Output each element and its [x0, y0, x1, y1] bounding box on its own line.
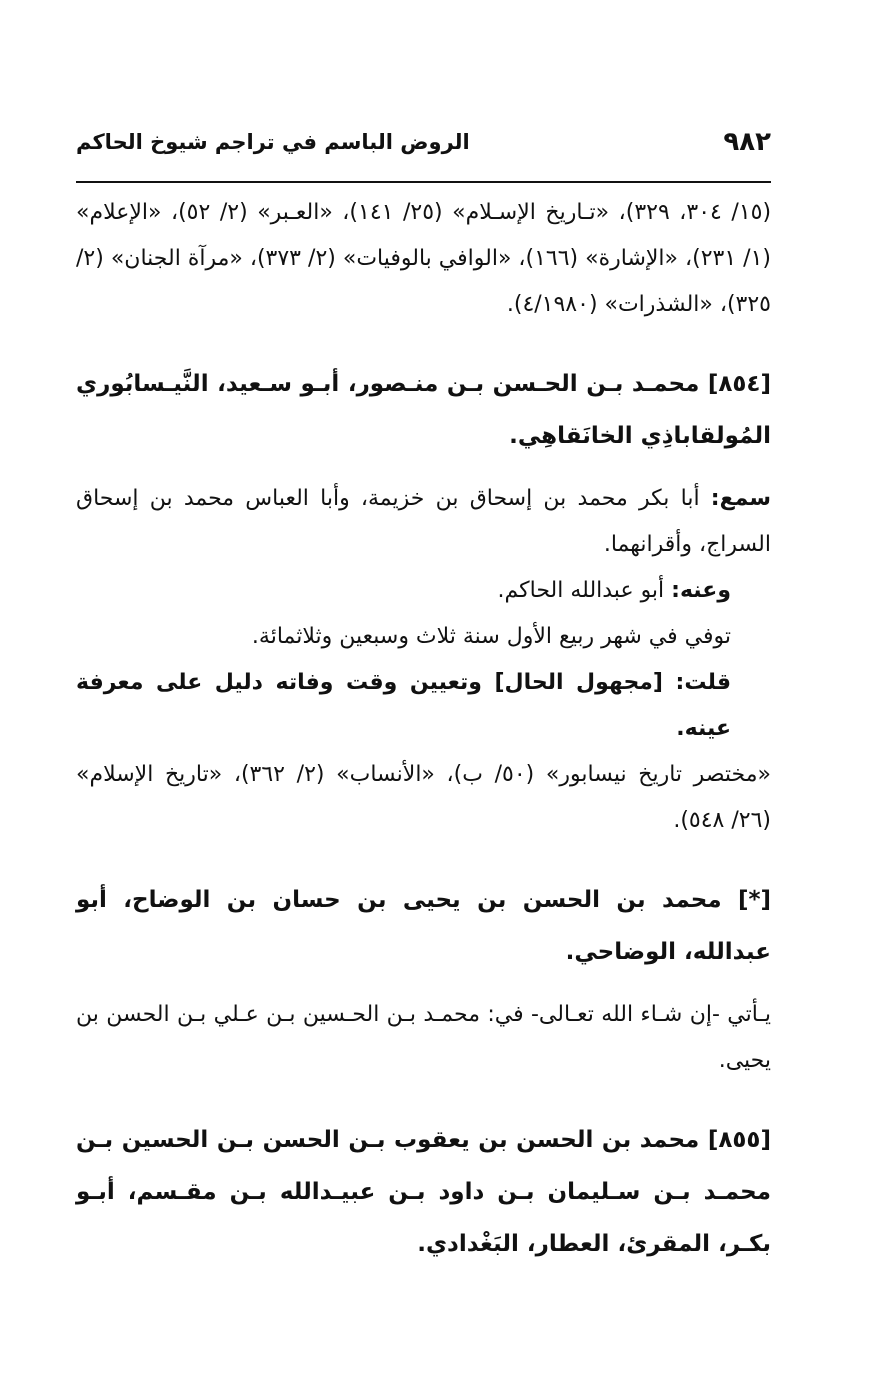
- entry-854-death: توفي في شهر ربيع الأول سنة ثلاث وسبعين وثلاثمائة.: [251, 624, 731, 649]
- from-him-label: وعنه:: [671, 578, 731, 603]
- entry-854-heard: [76, 476, 771, 568]
- entry-854-heading: [٨٥٤] محمـد بـن الحـسن بـن منـصور، أبـو سـعيد، النَّيـسابُوري المُولقاباذِي الخانَقاهِي.: [76, 371, 771, 449]
- entry-854-sources: «مختصر تاريخ نيسابور» (٥٠/ ب)، «الأنساب» (٢/ ٣٦٢)، «تاريخ الإسلام» (٢٦/ ٥٤٨).: [76, 762, 771, 833]
- from-him-text: أبو عبدالله الحاكم.: [497, 578, 672, 603]
- running-title: الروض الباسم في تراجم شيوخ الحاكم: [76, 130, 470, 154]
- entry-854-from-him: [76, 568, 771, 614]
- page-header: [76, 118, 771, 166]
- entry-854-note: [76, 660, 771, 752]
- page-number: ٩٨٢: [723, 127, 771, 157]
- heard-label: سمع:: [710, 486, 771, 511]
- note-text: [مجهول الحال] وتعيين وقت وفاته دليل على معرفة عينه.: [76, 670, 731, 741]
- references-paragraph: (١٥/ ٣٠٤، ٣٢٩)، «تـاريخ الإسـلام» (٢٥/ ١٤١)، «العـبر» (٢/ ٥٢)، «الإعلام» (١/ ٢٣١)، «الإشارة» (١٦٦)، «الوافي بالوفيات» (٢/ ٣٧٣)، «مرآة الجنان» (٢/ ٣٢٥)، «الشذرات» (٤/١٩٨٠).: [76, 200, 772, 317]
- entry-star-text: يـأتي -إن شـاء الله تعـالى- في: محمـد بـن الحـسين بـن عـلي بـن الحسن بن يحيى.: [76, 1002, 771, 1073]
- heard-text: أبا بكر محمد بن إسحاق بن خزيمة، وأبا العباس محمد بن إسحاق السراج، وأقرانهما.: [76, 486, 771, 557]
- entry-star-heading: [*] محمد بن الحسن بن يحيى بن حسان بن الوضاح، أبو عبدالله، الوضاحي.: [76, 887, 771, 965]
- entry-855-heading: [٨٥٥] محمد بن الحسن بن يعقوب بـن الحسن بـن الحسين بـن محمـد بـن سـليمان بـن داود بـن عبيـدالله بـن مقـسم، أبـو بكـر، المقرئ، العطار، البَغْدادي.: [76, 1127, 771, 1257]
- note-label: قلت:: [675, 670, 731, 695]
- header-rule: [76, 181, 771, 183]
- page-body: [76, 190, 771, 1270]
